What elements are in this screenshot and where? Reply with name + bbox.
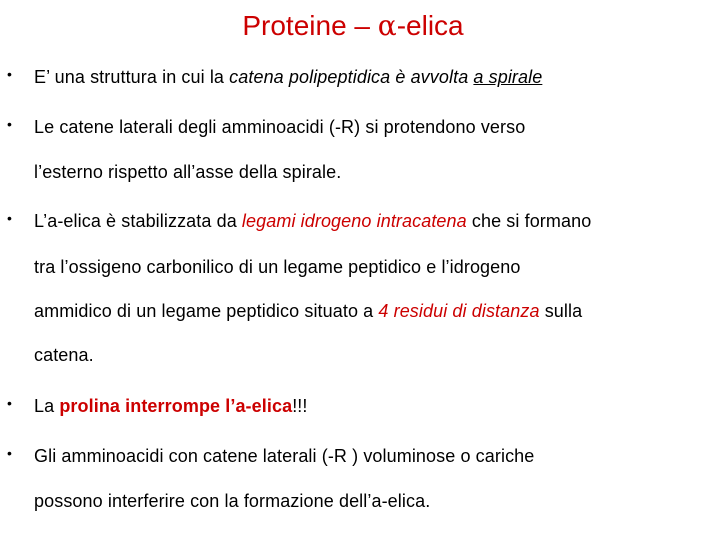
bullet-4-text-end: !!! bbox=[292, 396, 308, 416]
bullet-3-line-3-highlight: 4 residui di distanza bbox=[378, 301, 540, 321]
bullet-3-line-1 bbox=[34, 210, 591, 232]
bullet-3-text-end: che si formano bbox=[466, 211, 592, 231]
bullet-3-line-3 bbox=[34, 300, 582, 322]
title-prefix: Proteine – bbox=[242, 10, 378, 41]
bullet-3-line-4: catena. bbox=[34, 345, 94, 365]
bullet-4-highlight: prolina interrompe l’a-elica bbox=[59, 396, 293, 416]
bullet-marker: • bbox=[7, 395, 12, 411]
title-suffix: -elica bbox=[396, 10, 464, 41]
title-alpha-symbol: α bbox=[377, 9, 397, 42]
bullet-1-italic-text: catena polipeptidica è avvolta bbox=[229, 67, 474, 87]
bullet-3-line-2: tra l’ossigeno carbonilico di un legame peptidico e l’idrogeno bbox=[34, 257, 521, 277]
bullet-3-highlight-text: legami idrogeno intracatena bbox=[241, 211, 467, 231]
bullet-2-line-1: Le catene laterali degli amminoacidi (-R) si protendono verso bbox=[34, 117, 526, 137]
bullet-1-underlined-text: a spirale bbox=[473, 67, 543, 87]
bullet-marker: • bbox=[7, 66, 12, 82]
bullet-3-line-3-text-end: sulla bbox=[539, 301, 583, 321]
bullet-2-line-2: l’esterno rispetto all’asse della spirale. bbox=[34, 162, 342, 182]
bullet-5-line-1: Gli amminoacidi con catene laterali (-R ) voluminose o cariche bbox=[34, 446, 535, 466]
bullet-1-line-1 bbox=[34, 66, 542, 88]
bullet-marker: • bbox=[7, 445, 12, 461]
bullet-1-text: E’ una struttura in cui la bbox=[34, 67, 230, 87]
bullet-4-line-1 bbox=[34, 395, 308, 417]
bullet-marker: • bbox=[7, 210, 12, 226]
bullet-3-line-3-text: ammidico di un legame peptidico situato a bbox=[34, 301, 379, 321]
bullet-marker: • bbox=[7, 116, 12, 132]
bullet-5-line-2: possono interferire con la formazione dell’a-elica. bbox=[34, 491, 431, 511]
bullet-4-text: La bbox=[34, 396, 60, 416]
bullet-3-text: L’a-elica è stabilizzata da bbox=[34, 211, 242, 231]
